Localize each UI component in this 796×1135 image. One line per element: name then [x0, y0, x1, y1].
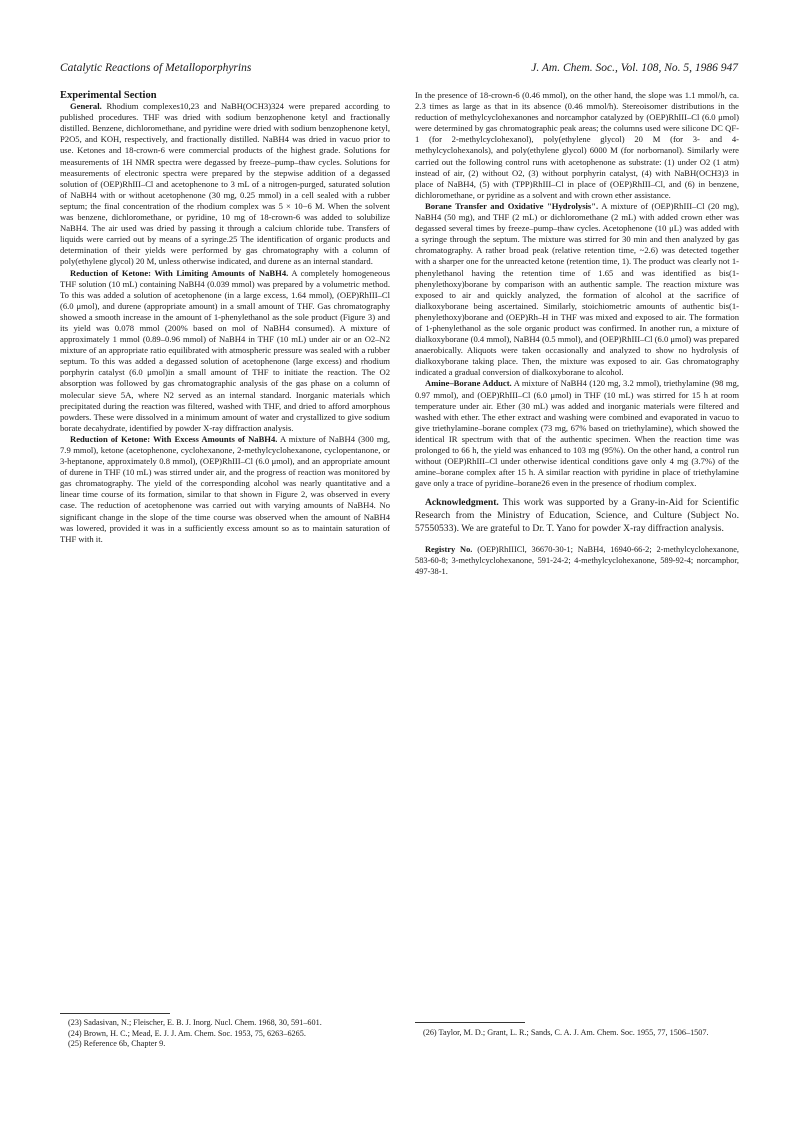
footnote-23: (23) Sadasivan, N.; Fleischer, E. B. J. Inorg. Nucl. Chem. 1968, 30, 591–601.: [68, 1018, 322, 1027]
ack-body: This work was supported by a Grany-in-Aid for Scientific Research from the Ministry of Education, Science, and Culture (Subject No. 57550533). We are grateful to Dr. T. Yano for powder X-ray diffraction analysis.: [415, 497, 739, 534]
borane-heading: Borane Transfer and Oxidative "Hydrolysis".: [425, 200, 599, 211]
paragraph-limiting-nabh4: [60, 268, 390, 434]
footnote-26: (26) Taylor, M. D.; Grant, L. R.; Sands, C. A. J. Am. Chem. Soc. 1955, 77, 1506–1507.: [423, 1028, 709, 1037]
borane-body: A mixture of (OEP)RhIII–Cl (20 mg), NaBH4 (50 mg), and THF (2 mL) or dichloromethane (2 mL) with added crown ether was degassed several times by freeze–pump–thaw cycles. Acetophenone (10 μL) was added with a syringe through the septum. The mixture was stirred for 30 min and then analyzed by gas chromatography. A rather broad peak (relative retention time, ~2.6) was detected together with a sharper one for the unreacted ketone (retention time, 1). The product was clearly not 1-phenylethanol having the retention time of 1.65 and was identified as bis(1-phenylethoxy)borane by comparison with an authentic sample. The reaction mixture was exposed to air and quickly analyzed, the formation of alcohol at the sacrifice of dialkoxyborane being ascertained. Similarly, stoichiometric amounts of authentic bis(1-phenylethoxy)borane and (OEP)Rh–H in THF was mixed and exposed to air. The formation of 1-phenylethanol as the sole organic product was confirmed. In another run, a mixture of dialkoxyborane (0.4 mmol), NaBH4 (0.5 mmol), and (OEP)RhIII–Cl (6.0 μmol) was prepared anaerobically. Aliquots were taken occasionally and analyzed to show no hydrolysis of dialkoxyborane taking place. Then, the mixture was exposed to air. Gas chromatography indicated a gradual conversion of dialkoxyborane to alcohol.: [415, 200, 739, 378]
running-header: [60, 62, 738, 80]
general-body: Rhodium complexes10,23 and NaBH(OCH3)324 were prepared according to published procedures. THF was dried with sodium benzophenone ketyl and fractionally distilled. Benzene, dichloromethane, and pyridine were dried with sodium benzophenone ketyl, P2O5, and KOH, respectively, and fractionally distilled. NaBH4 was dried in vacuo prior to use. Ketones and 18-crown-6 were commercial products of the highest grade. Solutions for measurements of 1H NMR spectra were degassed by freeze–pump–thaw cycles. Solutions for measurements of electronic spectra were prepared by the stepwise addition of a degassed solution of (OEP)RhIII–Cl and acetophenone to 3 mL of a nitrogen-purged, saturated solution of NaBH4 with or without acetophenone (30 mg, 0.25 mmol) in a cell sealed with a rubber septum; the final concentration of the rhodium complex was 5 × 10−6 M. When the solvent was benzene, dichloromethane, or pyridine, 10 mg of 18-crown-6 was added to solubilize NaBH4. The air used was dried by passing it through a calcium chloride tube. Transfers of liquids were carried out by means of a syringe.25 The identification of organic products and determination of their yields were performed by gas chromatography with a column of poly(ethylene glycol) 20 M, unless otherwise indicated, and durene as an internal standard.: [60, 101, 390, 267]
limiting-body: A completely homogeneous THF solution (10 mL) containing NaBH4 (0.039 mmol) was prepared by a volumetric method. To this was added a solution of acetophenone (in a large excess, 1.64 mmol), (OEP)RhIII–Cl (6.0 μmol), and durene (appropriate amount) in a small amount of THF. Gas chromatography showed a smooth increase in the amount of 1-phenylethanol as the sole product (Figure 3) and its yield was 0.078 mmol (200% based on mol of NaBH4 consumed). A mixture of approximately 1 mmol (0.89–0.96 mmol) of NaBH4 in THF (10 mL) under air or an O2–N2 mixture of an appropriate ratio equilibrated with atmospheric pressure was sealed with a rubber septum. To this was added a degassed solution of acetophenone (large excess) and rhodium porphyrin catalyst (6.0 μmol)in a small amount of THF to initiate the reaction. The O2 absorption was followed by gas chromatographic analysis of the gas phase on a column of molecular sieve 5A, where N2 served as an internal standard. Inorganic materials which precipitated during the reaction was filtered, washed with THF, and dried to afford amorphous powders. These were dissolved in a minimum amount of water and crystallized to give sodium borate decahydrate, identified by powder X-ray diffraction analysis.: [60, 267, 390, 433]
paragraph-excess-nabh4: [60, 434, 390, 545]
left-column: [60, 90, 390, 545]
paragraph-continued: In the presence of 18-crown-6 (0.46 mmol), on the other hand, the slope was 1.1 mmol/h, ca. 2.3 times as large as that in its absence (0.46 mmol/h). Stereoisomer distributions in the reduction of methylcyclohexanones and norcamphor catalyzed by (OEP)RhIII–Cl (6.0 μmol) were determined by gas chromatographic peak areas; the columns used were silicone DC QF-1 (for 2-methylcyclohexanol), poly(ethylene glycol) 20 M (for 3- and 4-methylcyclohexanols), and poly(ethylene glycol) 6000 M (for norbornanol). Similarly were carried out the following control runs with acetophenone as substrate: (1) under O2 (1 atm) instead of air, (2) without O2, (3) without porphyrin catalyst, (4) with NaBH(OCH3)3 in place of NaBH4, (5) with (TPP)RhIII–Cl in place of (OEP)RhIII–Cl, and (6) in benzene, dichloromethane, or pyridine as a solvent and with crown ether assistance.: [415, 90, 739, 200]
right-footnotes: [415, 1028, 739, 1039]
footnote-divider-left: [60, 1013, 170, 1014]
registry-body: (OEP)RhIIICl, 36670-30-1; NaBH4, 16940-66-2; 2-methylcyclohexanone, 583-60-8; 3-methylcyclohexanone, 591-24-2; 4-methylcyclohexanone, 589-92-4; norcamphor, 497-38-1.: [415, 544, 740, 576]
journal-running-title: Catalytic Reactions of Metalloporphyrins: [60, 62, 252, 74]
excess-body: A mixture of NaBH4 (300 mg, 7.9 mmol), ketone (acetophenone, cyclohexanone, 2-methylcyclohexanone, cyclopentanone, or 3-heptanone, approximately 0.8 mmol), (OEP)RhIII–Cl (6.0 μmol), and an appropriate amount of durene in THF (10 mL) was stirred under air, and the progress of reaction was monitored by gas chromatography. The yield of the corresponding alcohol was nearly quantitative and a linear time course of its formation, similar to that shown in Figure 2, was observed in every case. The reduction of acetophenone was carried out with varying amounts of NaBH4. No significant change in the slope of the time course was observed when the amount of NaBH4 was lowered, provided it was in a sufficiently excess amount so as to maintain saturation of THF with it.: [60, 433, 390, 544]
left-footnotes: [60, 1018, 390, 1050]
paragraph-general: [60, 101, 390, 267]
general-heading: General.: [70, 101, 102, 112]
registry-heading: Registry No.: [425, 544, 473, 554]
right-column: [415, 90, 739, 577]
paragraph-amine-borane: [415, 378, 739, 489]
footnote-25: (25) Reference 6b, Chapter 9.: [68, 1039, 166, 1049]
limiting-heading: Reduction of Ketone: With Limiting Amounts of NaBH4.: [70, 267, 289, 278]
paragraph-registry: [415, 544, 739, 577]
footnote-24: (24) Brown, H. C.; Mead, E. J. J. Am. Chem. Soc. 1953, 75, 6263–6265.: [68, 1028, 306, 1038]
excess-heading: Reduction of Ketone: With Excess Amounts of NaBH4.: [70, 433, 278, 444]
footnote-divider-right: [415, 1022, 525, 1023]
section-title: Experimental Section: [60, 90, 157, 101]
journal-citation: J. Am. Chem. Soc., Vol. 108, No. 5, 1986 947: [531, 62, 738, 74]
paragraph-acknowledgment: [415, 497, 739, 535]
ack-heading: Acknowledgment.: [425, 497, 499, 509]
amine-heading: Amine–Borane Adduct.: [425, 378, 512, 389]
amine-body: A mixture of NaBH4 (120 mg, 3.2 mmol), triethylamine (98 mg, 0.97 mmol), and (OEP)RhIII–Cl (6.0 μmol) in THF (10 mL) was stirred for 15 h at room temperature under air. Ether (30 mL) was added and inorganic materials were filtered and washed with ether. The ether extract and washing were combined and evaporated in vacuo to give triethylamine–borane complex (73 mg, 67% based on triethylamine), which showed the identical IR spectrum with that of the authentic specimen. When the reaction time was prolonged to 66 h, the yield was enhanced to 103 mg (95%). On the other hand, a control run without (OEP)RhIII–Cl under otherwise identical conditions gave only 4 mg (3.7%) of the amine–borane complex after 15 h. A similar reaction with pyridine in place of triethylamine gave only a trace of pyridine–borane26 even in the presence of rhodium complex.: [415, 378, 740, 489]
paragraph-borane-transfer: [415, 201, 739, 379]
